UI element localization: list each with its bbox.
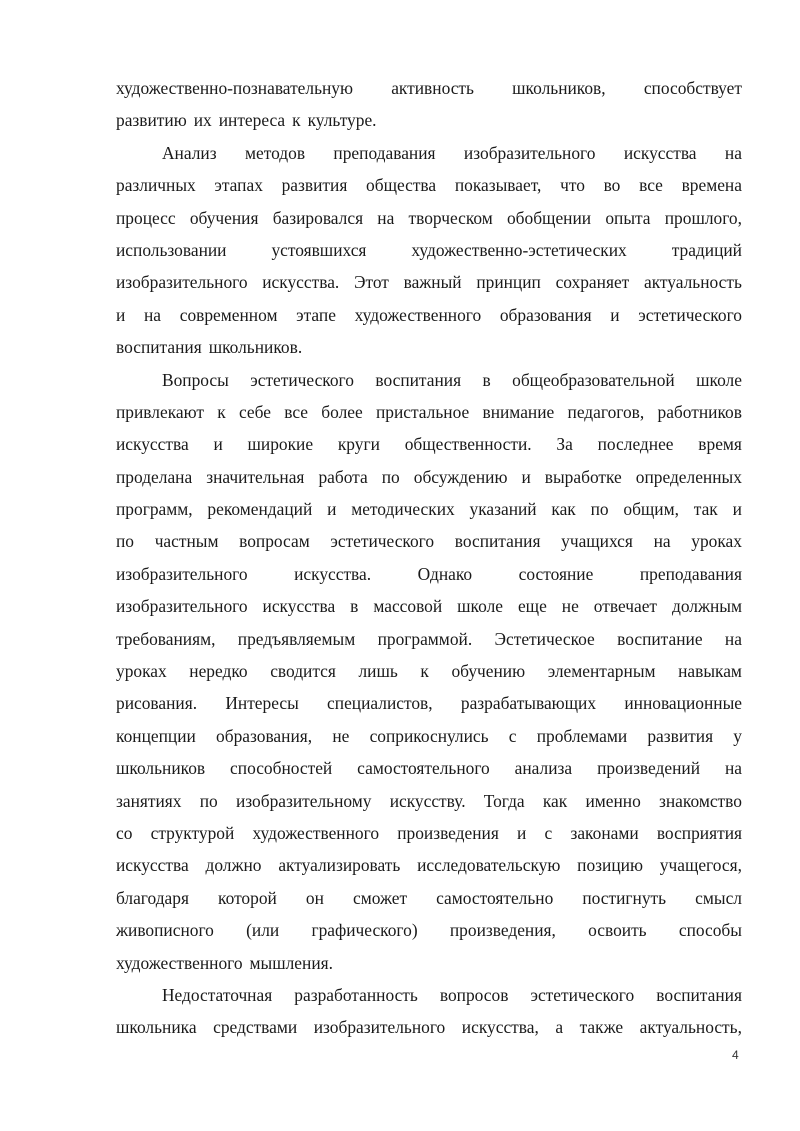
text-line [116,202,742,234]
word: обучения [189,207,259,228]
word: знакомство [659,790,742,811]
word: произведений [597,758,701,779]
word: которой [218,887,277,908]
word: к [420,661,429,682]
word: указаний [469,499,537,520]
word: школьников [116,758,206,779]
word: еще [517,596,547,617]
word: себе [238,401,271,422]
word: воспитания [454,531,541,552]
word: образования [499,304,592,325]
word: общим, [623,499,679,520]
text-line [116,687,742,719]
word: с [508,725,517,746]
text-line [116,364,742,396]
word: творческом [408,207,493,228]
word: смысл [695,887,742,908]
word: активность [391,78,474,98]
word: развитию [116,110,187,131]
word: что [560,175,585,196]
word: Этот [353,272,389,293]
word: он [305,887,324,908]
word: графического) [311,920,418,941]
word: по [116,531,135,552]
word: школе [696,369,742,390]
text-line [116,882,742,914]
word: изобразительного [313,1017,446,1038]
word: по [590,499,609,520]
word: эстетического [530,984,635,1005]
word: все [284,401,308,422]
word: круги [337,434,380,455]
word: должно [205,855,262,876]
word: воспитания [656,984,742,1005]
word: законами [570,822,639,843]
text-line [116,558,742,590]
word: искусству. [389,790,466,811]
word: изобразительному [235,790,372,811]
word: внимание [482,401,555,422]
word: благодаря [116,887,189,908]
word: у [733,725,742,746]
word: этапах [214,175,263,196]
text-line [116,525,742,557]
word: живописного [116,920,214,941]
word: занятиях [116,790,182,811]
word: как [551,499,576,520]
word: проделана [116,466,193,487]
word: воспитание [617,628,703,649]
word: изобразительного [116,272,248,293]
word: искусства. [294,563,372,584]
text-line [116,234,742,266]
word: искусства, [461,1017,539,1038]
word: художественно-эстетических [411,239,627,260]
word: развития [647,725,714,746]
word: искусства. [262,272,340,293]
word: на [724,628,742,649]
paragraph [116,364,742,979]
text-line [116,849,742,881]
word: опыта [605,207,651,228]
word: методических [351,499,455,520]
word: так [693,499,718,520]
text-line [116,428,742,460]
word: разработанность [294,984,418,1005]
word: эстетического [250,369,354,390]
word: и [517,822,527,843]
word: рекомендаций [207,499,313,520]
word: различных [116,175,196,196]
word: работа [318,466,368,487]
word: рисования. [116,693,198,714]
word: пристальное [375,401,470,422]
word: и [521,466,531,487]
word: произведения [397,822,499,843]
word: учащихся [561,531,633,552]
word: школе [457,596,503,617]
word: не [561,596,579,617]
word: на [653,531,671,552]
word: устоявшихся [271,239,367,260]
word: также [579,1017,624,1038]
word: навыкам [678,661,742,682]
text-line [116,72,742,104]
word: частным [154,531,219,552]
paragraph [116,979,742,1044]
word: соприкоснулись [369,725,489,746]
word: широкие [247,434,314,455]
text-line [116,137,742,169]
word: программ, [116,499,193,520]
word: лишь [358,661,398,682]
word: вопросам [239,531,310,552]
page-number: 4 [732,1048,739,1062]
word: Анализ [162,142,217,163]
word: работников [657,401,742,422]
word: интереса [218,110,286,131]
word: изобразительного [116,596,248,617]
word: специалистов, [327,693,433,714]
word: развития [281,175,348,196]
word: во [603,175,621,196]
word: культуре. [307,110,377,131]
word: общественности. [404,434,532,455]
word: способностей [230,758,333,779]
word: способствует [643,78,742,98]
word: эстетического [330,531,435,552]
word: уроках [691,531,742,552]
word: и [327,499,337,520]
text-line [116,299,742,331]
word: (или [246,920,280,941]
word: искусства [116,434,189,455]
word: массовой [373,596,443,617]
word: освоить [588,920,647,941]
word: все [639,175,663,196]
text-line [116,914,742,946]
word: с [544,822,553,843]
word: элементарным [547,661,656,682]
word: изобразительного [463,142,596,163]
word: по [381,466,400,487]
word: в [350,596,359,617]
text-line [116,590,742,622]
word: требованиям, [116,628,216,649]
word: сможет [352,887,408,908]
word: важный [403,272,462,293]
word: эстетического [638,304,742,325]
document-body [116,72,742,1044]
word: проблемами [536,725,628,746]
word: школьника [116,1017,197,1038]
text-line [116,817,742,849]
word: способы [678,920,742,941]
word: общества [366,175,437,196]
word: актуальность [643,272,742,293]
word: и [732,499,742,520]
word: и [610,304,620,325]
text-line [116,461,742,493]
word: сохраняет [555,272,630,293]
word: а [555,1017,564,1038]
word: мышления. [249,952,333,973]
word: искусства [262,596,336,617]
word: обучению [451,661,526,682]
word: значительная [206,466,305,487]
word: и [116,304,126,325]
word: Вопросы [162,369,229,390]
word: последнее [597,434,674,455]
text-line [116,1011,742,1043]
word: актуальность, [639,1017,742,1038]
word: по [199,790,218,811]
word: к [292,110,301,131]
word: базировался [272,207,364,228]
text-line [116,979,742,1011]
word: на [377,207,395,228]
word: принцип [476,272,541,293]
word: нередко [189,661,248,682]
word: как [542,790,568,811]
word: использовании [116,239,227,260]
word: сводится [270,661,336,682]
word: в [482,369,491,390]
word: со [116,822,133,843]
text-line [116,493,742,525]
word: должным [671,596,742,617]
word: художественного [354,304,482,325]
word: восприятия [656,822,742,843]
word: преподавания [639,563,742,584]
word: структурой [150,822,235,843]
text-line [116,396,742,428]
word: вопросов [439,984,509,1005]
text-line [116,623,742,655]
word: показывает, [454,175,542,196]
word: преподавания [333,142,436,163]
word: методов [244,142,306,163]
word: на [724,142,742,163]
word: исследовательскую [417,855,561,876]
word: определенных [635,466,742,487]
text-line [116,752,742,784]
word: уроках [116,661,167,682]
word: не [332,725,350,746]
text-line [116,169,742,201]
word: их [193,110,212,131]
word: учащегося, [659,855,742,876]
word: позицию [577,855,643,876]
word: анализа [514,758,573,779]
word: За [556,434,573,455]
word: школьников. [208,337,303,358]
text-line [116,720,742,752]
word: обобщении [506,207,592,228]
word: Эстетическое [494,628,595,649]
text-line [116,785,742,817]
word: предъявляемым [237,628,356,649]
word: прошлого, [664,207,742,228]
word: именно [585,790,641,811]
word: выработке [544,466,622,487]
word: воспитания [116,337,202,358]
word: художественного [116,952,243,973]
word: школьников, [512,78,606,98]
word: постигнуть [582,887,667,908]
word: концепции [116,725,196,746]
word: современном [179,304,278,325]
word: искусства [116,855,189,876]
paragraph [116,72,742,137]
word: художественно-познавательную [116,78,353,98]
paragraph [116,137,742,364]
text-line [116,104,742,136]
word: Интересы [225,693,299,714]
word: воспитания [375,369,462,390]
word: и [213,434,223,455]
word: времена [681,175,742,196]
word: художественного [252,822,380,843]
word: отвечает [593,596,658,617]
word: образования, [216,725,313,746]
word: инновационные [624,693,742,714]
word: искусства [623,142,697,163]
word: изобразительного [116,563,248,584]
word: привлекают [116,401,204,422]
word: самостоятельно [436,887,554,908]
word: средствами [213,1017,298,1038]
word: на [724,758,742,779]
text-line [116,947,742,979]
word: состояние [518,563,594,584]
word: на [144,304,162,325]
word: общеобразовательной [512,369,675,390]
word: актуализировать [278,855,401,876]
word: более [321,401,363,422]
word: самостоятельного [357,758,490,779]
word: обсуждению [413,466,508,487]
text-line [116,331,742,363]
word: Тогда [483,790,525,811]
word: традиций [671,239,742,260]
word: Однако [417,563,473,584]
word: этапе [296,304,336,325]
word: программой. [377,628,473,649]
word: разрабатывающих [460,693,597,714]
word: время [698,434,742,455]
word: Недостаточная [162,984,273,1005]
text-line [116,655,742,687]
word: к [217,401,226,422]
word: процесс [116,207,176,228]
text-line [116,266,742,298]
word: педагогов, [567,401,645,422]
word: произведения, [449,920,556,941]
